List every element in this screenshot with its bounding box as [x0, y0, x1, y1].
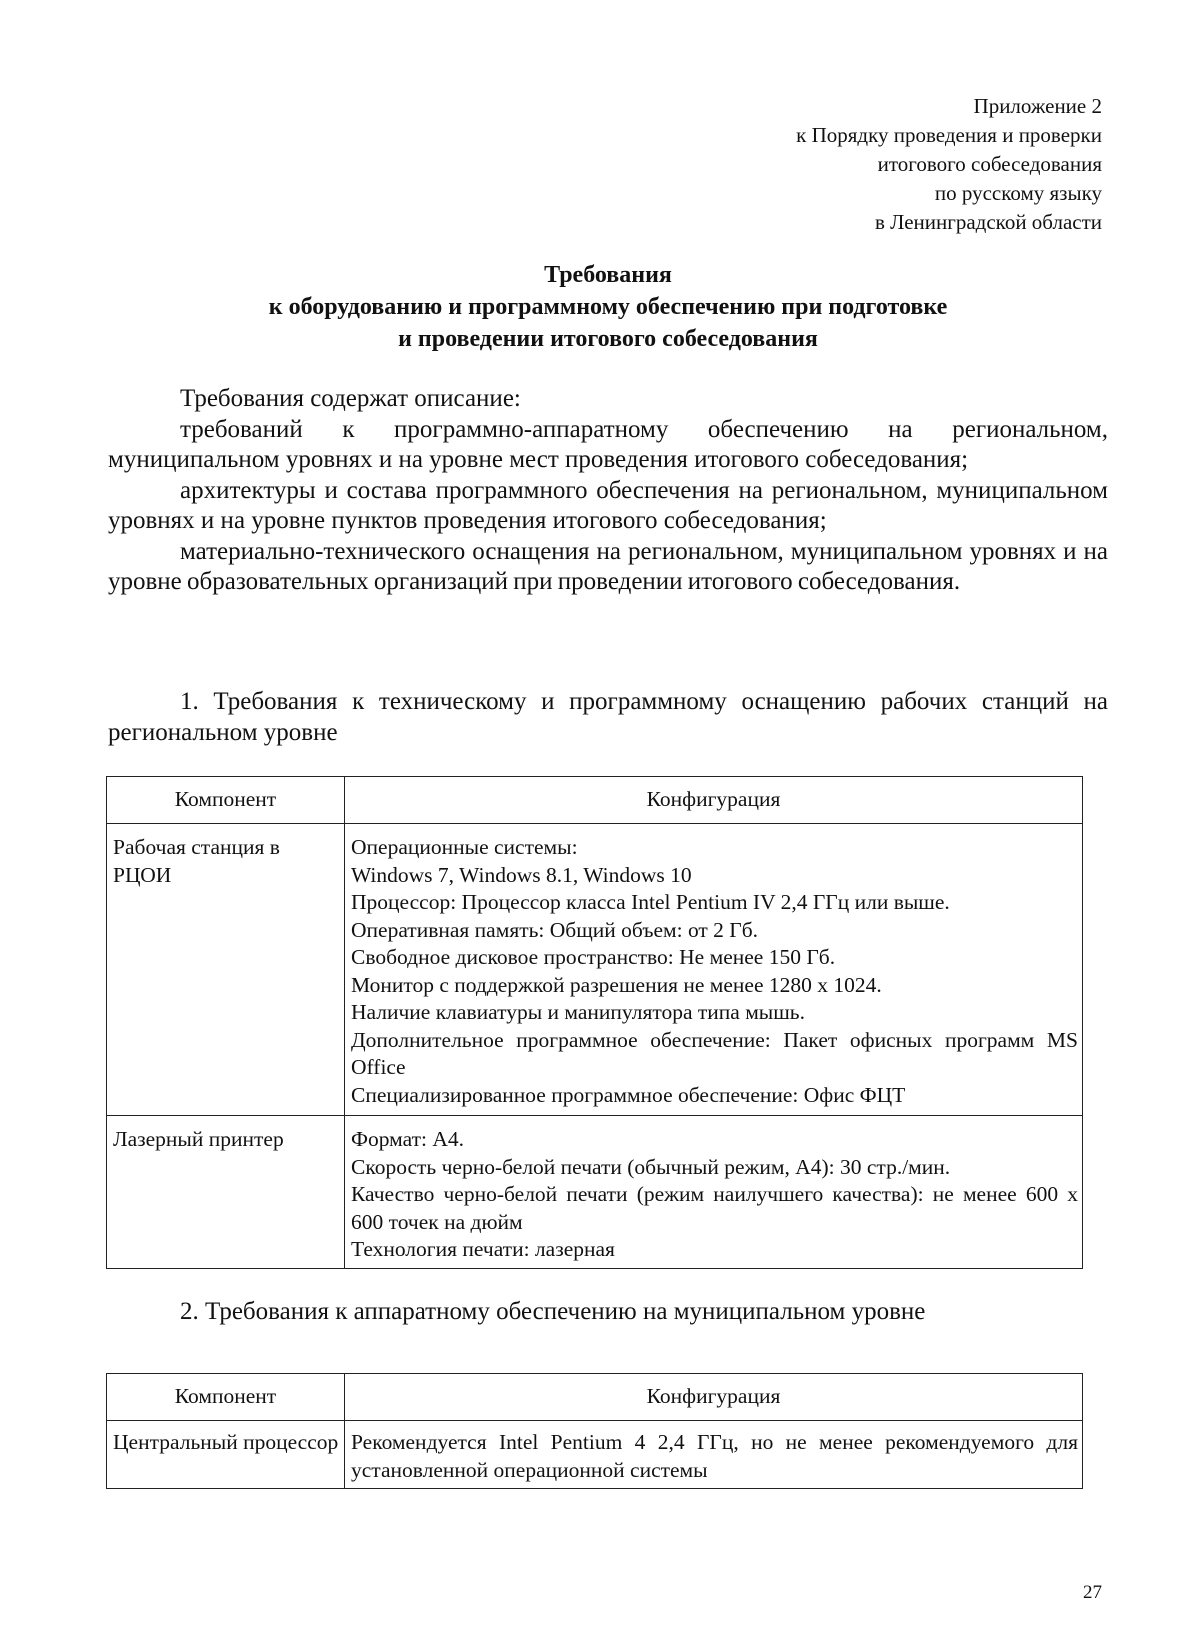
appendix-line: к Порядку проведения и проверки — [796, 123, 1102, 147]
municipal-hardware-table — [106, 1373, 1083, 1489]
config-line: Формат: А4. — [351, 1127, 465, 1151]
table-row — [107, 1421, 1083, 1489]
intro-section — [108, 384, 1108, 598]
header-configuration: Конфигурация — [345, 777, 1083, 824]
config-line: Наличие клавиатуры и манипулятора типа мышь. — [351, 1000, 805, 1024]
section-1-heading — [108, 686, 1108, 748]
component-cell: Лазерный принтер — [107, 1116, 345, 1269]
table-row — [107, 824, 1083, 1116]
component-cell: Рабочая станция в РЦОИ — [107, 824, 345, 1116]
intro-paragraph: материально-технического оснащения на региональном, муниципальном уровнях и на уровне образовательных организаций при проведении итогового собеседования. — [108, 537, 1108, 595]
appendix-line: Приложение 2 — [973, 94, 1102, 118]
config-line: Свободное дисковое пространство: Не менее 150 Гб. — [351, 945, 836, 969]
config-line: Оперативная память: Общий объем: от 2 Гб. — [351, 917, 759, 942]
configuration-cell — [345, 1421, 1083, 1489]
config-line: Скорость черно-белой печати (обычный режим, А4): 30 стр./мин. — [351, 1154, 951, 1179]
header-component: Компонент — [107, 777, 345, 824]
config-line: Рекомендуется Intel Pentium 4 2,4 ГГц, но не менее рекомендуемого для установленной операционной системы — [351, 1430, 1078, 1482]
table-header-row — [107, 777, 1083, 824]
config-line: Операционные системы: — [351, 835, 578, 859]
header-component: Компонент — [107, 1374, 345, 1421]
appendix-line: по русскому языку — [934, 181, 1102, 205]
config-line: Специализированное программное обеспечение: Офис ФЦТ — [351, 1082, 906, 1107]
table-header-row — [107, 1374, 1083, 1421]
section-2-heading — [108, 1296, 1108, 1327]
config-line: Дополнительное программное обеспечение: Пакет офисных программ MS Office — [351, 1027, 1078, 1079]
appendix-line: итогового собеседования — [877, 152, 1102, 176]
config-line: Процессор: Процессор класса Intel Pentium IV 2,4 ГГц или выше. — [351, 890, 950, 914]
config-line: Качество черно-белой печати (режим наилучшего качества): не менее 600 x 600 точек на дюйм — [351, 1182, 1078, 1234]
configuration-cell — [345, 824, 1083, 1116]
title-line: к оборудованию и программному обеспечению при подготовке — [268, 294, 948, 320]
intro-paragraph: требований к программно-аппаратному обеспечению на региональном, муниципальном уровнях и на уровне мест проведения итогового собеседования; — [108, 415, 1108, 473]
workstation-requirements-table — [106, 776, 1083, 1269]
intro-paragraph: Требования содержат описание: — [180, 385, 521, 412]
config-line: Windows 7, Windows 8.1, Windows 10 — [351, 862, 692, 887]
component-cell: Центральный процессор — [107, 1421, 345, 1489]
configuration-cell — [345, 1116, 1083, 1269]
intro-paragraph: архитектуры и состава программного обеспечения на региональном, муниципальном уровнях и на уровне пунктов проведения итогового собеседования; — [108, 476, 1108, 534]
appendix-line: в Ленинградской области — [874, 210, 1102, 234]
table-row — [107, 1116, 1083, 1269]
header-configuration: Конфигурация — [345, 1374, 1083, 1421]
appendix-note — [602, 92, 1102, 237]
section-heading-text: 1. Требования к техническому и программному оснащению рабочих станций на региональном уровне — [108, 688, 1108, 746]
title-line: Требования — [544, 262, 672, 288]
page-number: 27 — [1083, 1582, 1102, 1603]
title-line: и проведении итогового собеседования — [398, 326, 818, 352]
document-title — [108, 259, 1108, 355]
section-heading-text: 2. Требования к аппаратному обеспечению на муниципальном уровне — [180, 1298, 926, 1325]
config-line: Технология печати: лазерная — [351, 1237, 615, 1261]
config-line: Монитор с поддержкой разрешения не менее 1280 x 1024. — [351, 972, 882, 997]
